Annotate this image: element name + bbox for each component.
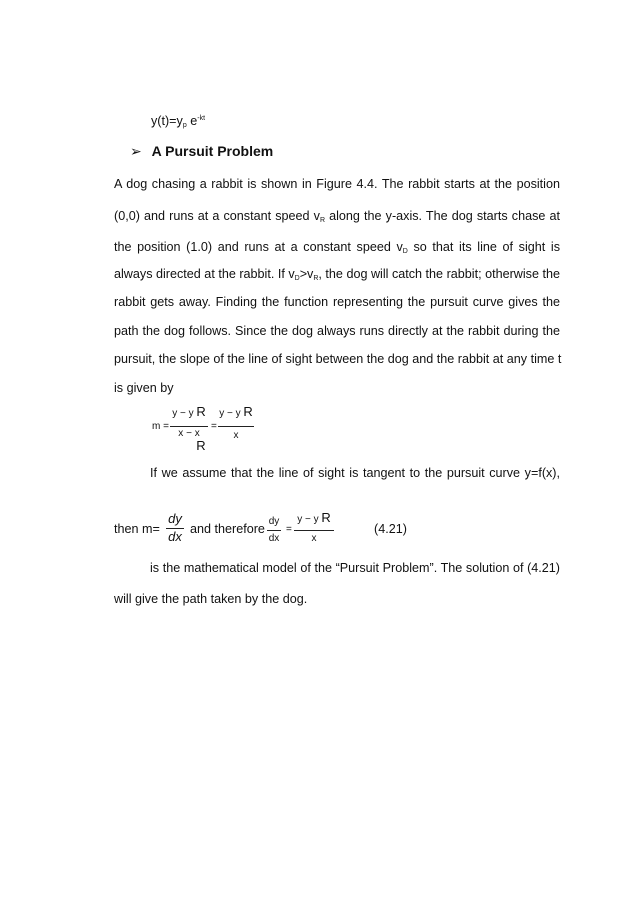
eq1-numerator-2 — [216, 406, 256, 420]
text: y − y — [297, 514, 319, 525]
text: y − y — [219, 408, 241, 419]
text: x − x — [178, 428, 200, 439]
paragraph-1-line-1: A dog chasing a rabbit is shown in Figure 4.4. The rabbit starts at the position — [114, 177, 560, 191]
subscript-r: R — [196, 438, 206, 453]
subscript-r: R — [321, 510, 331, 525]
formula-superscript: -kt — [197, 115, 206, 122]
subscript: R — [319, 217, 325, 224]
model-numerator — [292, 512, 336, 526]
formula-subscript: p — [182, 122, 187, 129]
text: y − y — [172, 408, 194, 419]
eq-m-label: m = — [152, 421, 169, 432]
text: >v — [299, 267, 314, 281]
subscript-r: R — [243, 404, 253, 419]
fraction-bar — [267, 530, 281, 531]
text: along the y-axis. The dog starts chase at — [325, 209, 560, 223]
formula-exponential — [151, 114, 205, 128]
fraction-bar — [170, 426, 208, 427]
then-m-text: then m= — [114, 522, 160, 536]
section-heading — [130, 143, 273, 160]
model-denominator: x — [311, 533, 317, 544]
dy-numerator-2: dy — [268, 516, 280, 527]
text: , the dog will catch the rabbit; otherwise the — [318, 267, 560, 281]
paragraph-1-line-4 — [114, 267, 560, 281]
subscript: D — [294, 275, 300, 282]
eq1-numerator-1 — [169, 406, 209, 420]
paragraph-1-line-6: path the dog follows. Since the dog always runs directly at the rabbit during the — [114, 324, 560, 338]
paragraph-1-line-3 — [114, 240, 560, 254]
subscript-r: R — [196, 404, 206, 419]
text: (0,0) and runs at a constant speed v — [114, 209, 320, 223]
paragraph-2-line-1: If we assume that the line of sight is tangent to the pursuit curve y=f(x), — [150, 466, 560, 480]
formula-text-2: e — [186, 114, 198, 128]
and-therefore-text: and therefore — [190, 522, 265, 536]
text: always directed at the rabbit. If v — [114, 267, 295, 281]
eq-equals: = — [211, 421, 217, 432]
dx-denominator: dx — [168, 529, 182, 544]
text: the position (1.0) and runs at a constant speed v — [114, 240, 403, 254]
paragraph-1-line-2 — [114, 209, 560, 223]
model-equals: = — [286, 524, 292, 535]
paragraph-1-line-7: pursuit, the slope of the line of sight between the dog and the rabbit at any time t — [114, 352, 562, 366]
formula-text: y(t)=y — [151, 114, 183, 128]
dy-numerator: dy — [168, 511, 182, 526]
subscript: D — [402, 248, 408, 255]
paragraph-3-line-2: will give the path taken by the dog. — [114, 592, 308, 606]
paragraph-1-line-8: is given by — [114, 381, 174, 395]
equation-number: (4.21) — [374, 522, 407, 536]
paragraph-3-line-1: is the mathematical model of the “Pursuit Problem”. The solution of (4.21) — [150, 561, 560, 575]
fraction-bar — [218, 426, 254, 427]
subscript: R — [313, 275, 319, 282]
dx-denominator-2: dx — [268, 533, 280, 544]
text: so that its line of sight is — [407, 240, 560, 254]
eq1-denominator-2: x — [233, 430, 239, 441]
fraction-bar — [294, 530, 334, 531]
eq1-denominator-1 — [169, 428, 209, 454]
arrow-bullet-icon: ➢ — [130, 144, 142, 160]
paragraph-1-line-5: rabbit gets away. Finding the function representing the pursuit curve gives the — [114, 295, 560, 309]
heading-text: A Pursuit Problem — [151, 143, 274, 159]
